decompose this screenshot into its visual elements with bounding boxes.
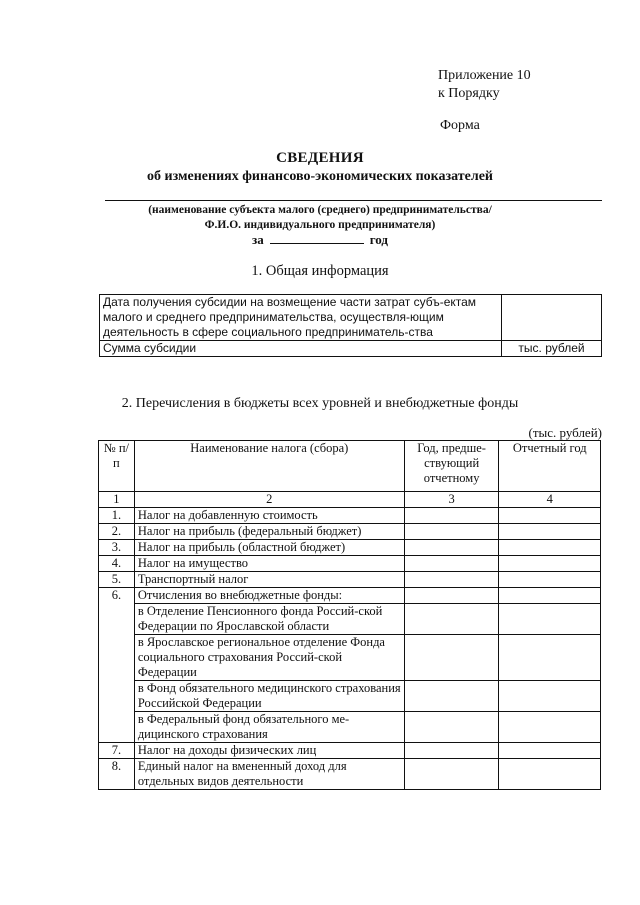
table-row [99,635,601,681]
row-number: 8. [99,759,135,790]
payments-table [98,440,601,790]
subsidy-date-label: Дата получения субсидии на возмещение части затрат субъ-ектам малого и среднего предпринимательства, осуществля-ющим деятельность в сфере социального предприниматель-ства [100,295,502,341]
row-reporting-year-cell [499,508,601,524]
row-number: 1. [99,508,135,524]
row-previous-year-cell [404,572,499,588]
row-previous-year-cell [404,681,499,712]
row-fund-name: в Фонд обязательного медицинского страхования Российской Федерации [134,681,404,712]
period-year-blank [270,231,364,244]
header-previous-year: Год, предше-ствующий отчетному [404,441,499,492]
table-row [99,743,601,759]
table-row [100,341,602,357]
row-number: 4. [99,556,135,572]
table-row [99,759,601,790]
row-previous-year-cell [404,508,499,524]
annex-line-2: к Порядку [438,86,500,101]
row-fund-name: в Ярославское региональное отделение Фонда социального страхования Россий-ской Федерации [134,635,404,681]
table-row [99,556,601,572]
annex-line-1: Приложение 10 [438,68,531,83]
header-tax-name: Наименование налога (сбора) [134,441,404,492]
row-previous-year-cell [404,588,499,604]
col-number-2: 2 [134,492,404,508]
row-reporting-year-cell [499,540,601,556]
form-label: Форма [440,118,480,133]
row-reporting-year-cell [499,759,601,790]
row-reporting-year-cell [499,588,601,604]
row-reporting-year-cell [499,681,601,712]
header-reporting-year: Отчетный год [499,441,601,492]
row-reporting-year-cell [499,524,601,540]
table-row [99,681,601,712]
subsidy-amount-label: Сумма субсидии [100,341,502,357]
subsidy-amount-unit: тыс. рублей [502,341,602,357]
row-previous-year-cell [404,556,499,572]
annex-reference [438,67,531,103]
col-number-1: 1 [99,492,135,508]
entity-caption-line-1: (наименование субъекта малого (среднего) предпринимательства/ [148,204,492,216]
row-number: 3. [99,540,135,556]
row-previous-year-cell [404,759,499,790]
section-2-heading: 2. Перечисления в бюджеты всех уровней и внебюджетные фонды [121,396,519,411]
col-number-4: 4 [499,492,601,508]
row-number: 6. [99,588,135,743]
column-numbers-row [99,492,601,508]
row-fund-name: в Отделение Пенсионного фонда Россий-ской Федерации по Ярославской области [134,604,404,635]
row-tax-name: Транспортный налог [134,572,404,588]
row-number: 7. [99,743,135,759]
row-tax-name: Налог на имущество [134,556,404,572]
document-subtitle: об изменениях финансово-экономических показателей [147,169,493,184]
table-row [99,712,601,743]
row-number: 5. [99,572,135,588]
row-previous-year-cell [404,743,499,759]
entity-caption-line-2: Ф.И.О. индивидуального предпринимателя) [204,219,436,231]
row-previous-year-cell [404,635,499,681]
period-suffix: год [369,232,388,247]
row-reporting-year-cell [499,635,601,681]
table-row [100,295,602,341]
row-previous-year-cell [404,524,499,540]
table-row [99,524,601,540]
period-line [0,231,640,248]
row-reporting-year-cell [499,712,601,743]
row-reporting-year-cell [499,604,601,635]
row-previous-year-cell [404,540,499,556]
row-tax-name: Единый налог на вмененный доход для отдельных видов деятельности [134,759,404,790]
row-previous-year-cell [404,604,499,635]
row-previous-year-cell [404,712,499,743]
row-tax-name: Отчисления во внебюджетные фонды: [134,588,404,604]
row-reporting-year-cell [499,572,601,588]
units-note: (тыс. рублей) [528,425,602,440]
period-prefix: за [251,232,264,247]
table-row [99,604,601,635]
general-info-table [99,294,602,357]
row-reporting-year-cell [499,556,601,572]
subsidy-date-value [502,295,602,341]
table-row [99,572,601,588]
header-number: № п/п [99,441,135,492]
row-number: 2. [99,524,135,540]
entity-name-caption [0,203,640,233]
document-title: СВЕДЕНИЯ [276,150,364,166]
row-tax-name: Налог на добавленную стоимость [134,508,404,524]
table-header-row [99,441,601,492]
row-tax-name: Налог на прибыль (федеральный бюджет) [134,524,404,540]
table-row [99,540,601,556]
table-row [99,588,601,604]
table-row [99,508,601,524]
section-1-heading: 1. Общая информация [251,263,389,279]
row-reporting-year-cell [499,743,601,759]
row-fund-name: в Федеральный фонд обязательного ме-дицинского страхования [134,712,404,743]
row-tax-name: Налог на прибыль (областной бюджет) [134,540,404,556]
col-number-3: 3 [404,492,499,508]
row-tax-name: Налог на доходы физических лиц [134,743,404,759]
entity-name-line [105,200,602,201]
